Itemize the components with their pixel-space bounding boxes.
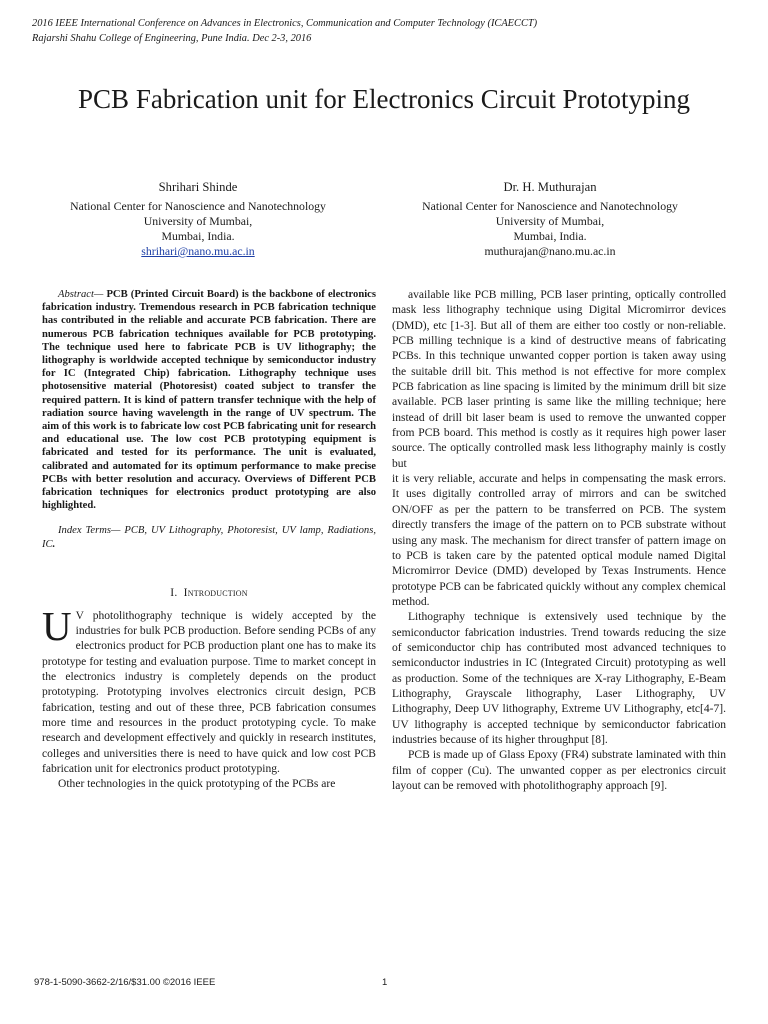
author-affiliation: National Center for Nanoscience and Nanotechnology [422, 199, 678, 213]
intro-paragraph-1-text: V photolithography technique is widely accepted by the industries for bulk PCB production. Before sending PCBs of any electronics product for PCB production plant one has to make its prototype for testing and evaluation purpose. Time to market concept in the electronics industry is completely depends on the product prototyping. Prototyping involves electronics circuit design, PCB fabrication, testing and out of these three, PCB fabrication consumes more time and resources in the product prototyping cycle. To make research and development effectively and quickly in research institutes, colleges and universities there is need to have quick and low cost PCB fabrication unit for electronics product prototyping. [42, 609, 376, 776]
index-terms-end: . [52, 538, 56, 550]
conference-header [32, 16, 736, 46]
conference-venue: Rajarshi Shahu College of Engineering, Pune India. Dec 2-3, 2016 [32, 33, 312, 44]
paper-title: PCB Fabrication unit for Electronics Circuit Prototyping [78, 84, 690, 114]
author-city: Mumbai, India. [161, 229, 235, 243]
author-2 [385, 180, 715, 259]
author-name: Shrihari Shinde [158, 180, 238, 194]
page-number: 1 [382, 977, 388, 988]
index-terms-text: PCB, UV Lithography, Photoresist, UV lamp, Radiations, IC [42, 525, 376, 550]
author-name: Dr. H. Muthurajan [503, 180, 597, 194]
intro-paragraph-2: Other technologies in the quick prototyping of the PCBs are [58, 778, 336, 791]
author-1 [33, 180, 363, 259]
right-paragraph-1: available like PCB milling, PCB laser printing, optically controlled mask less lithography technique using Digital Micromirror devices (DMD), etc [1-3]. But all of them are either too costly or non-reliable. PCB milling technique is a kind of destructive means of fabricating PCBs. In this technique unwanted copper portion is taken away using the suitable drill bit. This method is not effective for more complex PCB fabrication as line spacing is limited by the minimum drill bit size available. PCB laser printing is same like the milling technique; here instead of drill bit laser beam is used to remove the unwanted copper from PCB board. This method is costly as it requires high power laser source. The optically controlled mask less lithography mainly is costly but [392, 289, 726, 470]
index-terms-label: Index Terms— [58, 525, 121, 537]
left-column [42, 288, 376, 793]
section-heading-introduction [42, 585, 376, 600]
abstract [42, 288, 376, 512]
isbn-copyright: 978-1-5090-3662-2/16/$31.00 ©2016 IEEE [34, 977, 216, 988]
author-city: Mumbai, India. [513, 229, 587, 243]
author-email: muthurajan@nano.mu.ac.in [484, 244, 616, 258]
section-title: Introduction [183, 586, 248, 600]
abstract-label: Abstract— [58, 289, 104, 300]
conference-name: 2016 IEEE International Conference on Advances in Electronics, Communication and Computer Technology (ICAECCT) [32, 18, 538, 29]
section-number: I. [170, 586, 178, 600]
drop-cap: U [42, 602, 72, 649]
right-paragraph-4: PCB is made up of Glass Epoxy (FR4) substrate laminated with thin film of copper (Cu). The unwanted copper as per electronics circuit layout can be removed with photolithography approach [9]. [392, 749, 726, 792]
author-affiliation: National Center for Nanoscience and Nanotechnology [70, 199, 326, 213]
right-column [392, 288, 726, 794]
index-terms [42, 524, 376, 551]
right-paragraph-3: Lithography technique is extensively used technique by the semiconductor fabrication industries. Trend towards reducing the size of semiconductor chip has contributed most advanced techniques to semiconductor industries in IC (Integrated Circuit) prototyping as well as production. Some of the techniques are X-ray Lithography, E-Beam Lithography, Grayscale lithography, Laser Lithography, UV Lithography, Deep UV lithography, Extreme UV Lithography, etc[4-7]. UV lithography is accepted technique by semiconductor fabrication industries because of its higher throughput [8]. [392, 611, 726, 746]
author-university: University of Mumbai, [143, 214, 253, 228]
intro-paragraph-1 [42, 602, 376, 778]
author-university: University of Mumbai, [495, 214, 605, 228]
abstract-text: PCB (Printed Circuit Board) is the backbone of electronics fabrication industry. Tremendous research in PCB fabrication technique has contributed in the reliable and accurate PCB fabrication. There are numerous PCB fabrication techniques available for PCB prototyping. The technique used here to fabricate PCB is UV lithography; the lithography is worldwide accepted technique by semiconductor industry for IC (Integrated Chip) fabrication. Lithography technique uses photosensitive material (Photoresist) coated subject to transfer the required pattern. It is kind of pattern transfer technique with the help of radiation source having wavelength in the range of UV spectrum. The aim of this work is to fabricate low cost PCB fabricating unit for research and educational use. The low cost PCB prototyping equipment is fabricated and tested for its performance. The unit is evaluated, calibrated and automated for its optimum performance to make precise PCBs with better resolution and accuracy. Overviews of Different PCB fabrication techniques for electronics product prototyping are also highlighted. [42, 289, 376, 512]
right-paragraph-2: it is very reliable, accurate and helps in compensating the mask errors. It uses digitally controlled array of mirrors and can be switched ON/OFF as per the pattern to be transferred on PCB. The system directly transfers the image of the pattern on to PCB substrate without using any mask. The mechanism for direct transfer of pattern image on to PCB is taken care by the patented optical module named Digital Micromirror Device (DMD) developed by Texas Instruments. Hence prototype PCB can be fabricated quickly without any complex chemical method. [392, 473, 726, 608]
author-email-link[interactable]: shrihari@nano.mu.ac.in [141, 244, 255, 258]
